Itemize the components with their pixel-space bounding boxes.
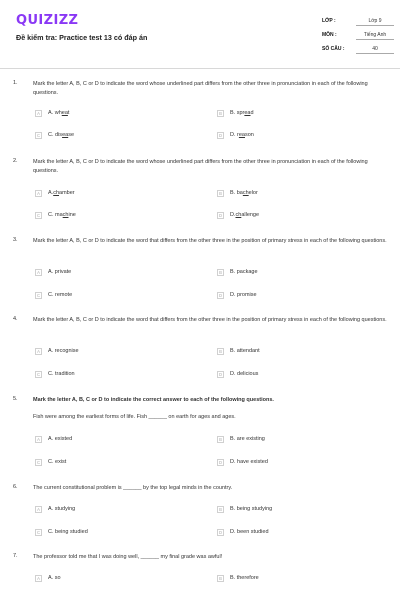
option-letter-box: D xyxy=(218,529,223,535)
document-meta xyxy=(322,14,394,56)
option-text: B. spr xyxy=(230,110,245,116)
option-text-end: ine xyxy=(68,212,76,218)
option-letter-box: A xyxy=(35,269,42,276)
option-text-end: son xyxy=(245,132,254,138)
option-text: A. xyxy=(48,190,54,196)
option-letter-box: D xyxy=(218,212,223,218)
question-number: 4. xyxy=(13,316,18,322)
option-letter-box: A xyxy=(35,110,42,117)
option-text: C. being studied xyxy=(48,529,88,535)
option-c[interactable] xyxy=(35,290,72,300)
option-text: A. private xyxy=(48,269,72,275)
question-text: Mark the letter A, B, C or D to indicate the word that differs from the other three in the position of primary stress in each of the following questions. xyxy=(33,317,387,323)
option-underlined: ch xyxy=(62,212,69,218)
question-number: 7. xyxy=(13,553,18,559)
option-letter-box: B xyxy=(217,348,224,355)
option-d[interactable] xyxy=(217,130,254,140)
option-underlined: ea xyxy=(244,110,251,116)
option-text: A. recognise xyxy=(48,348,79,354)
option-letter-box: B xyxy=(217,506,224,513)
option-text: D. xyxy=(230,212,236,218)
option-text: C. ma xyxy=(48,212,63,218)
option-text: C. exist xyxy=(48,459,67,465)
option-letter-box: D xyxy=(218,459,223,465)
option-letter-box: D xyxy=(218,371,223,377)
option-underlined: ch xyxy=(242,190,249,196)
option-underlined: ea xyxy=(61,110,68,116)
option-text: A. existed xyxy=(48,436,73,442)
question-text: The professor told me that I was doing well, ______ my final grade was awful! xyxy=(33,554,223,560)
question-text: Mark the letter A, B, C or D to indicate the word whose underlined part differs from the other three in pronunciation in each of the following questions. xyxy=(33,159,368,174)
option-letter-box: D xyxy=(218,292,223,298)
option-text: C. tradition xyxy=(48,371,75,377)
quizizz-logo: QUIZIZZ xyxy=(16,13,79,28)
option-b[interactable] xyxy=(217,108,254,118)
option-c[interactable] xyxy=(35,369,75,379)
option-letter-box: A xyxy=(35,190,42,197)
meta-row-subject xyxy=(322,28,394,42)
option-letter-box: D xyxy=(218,132,223,138)
option-text-end: d xyxy=(250,110,254,116)
meta-label: LỚP : xyxy=(322,18,336,24)
option-letter-box: A xyxy=(35,506,42,513)
option-b[interactable] xyxy=(217,573,259,583)
option-d[interactable] xyxy=(217,527,269,537)
option-letter-box: C xyxy=(36,459,41,465)
question-number: 1. xyxy=(13,80,18,86)
option-letter-box: A xyxy=(35,575,42,582)
option-b[interactable] xyxy=(217,346,260,356)
option-a[interactable] xyxy=(35,188,75,198)
option-letter-box: A xyxy=(35,348,42,355)
question-number: 6. xyxy=(13,484,18,490)
option-text: B. ba xyxy=(230,190,243,196)
option-text: B. being studying xyxy=(230,506,273,512)
option-letter-box: B xyxy=(217,575,224,582)
option-text: A. studying xyxy=(48,506,76,512)
option-text: D. been studied xyxy=(230,529,269,535)
instruction-bold: Mark the letter A, B, C or D to indicate the correct answer to each of the following questions. xyxy=(33,397,274,403)
option-underlined: ch xyxy=(53,190,60,196)
option-underlined: ea xyxy=(238,132,245,138)
option-text: A. so xyxy=(48,575,61,581)
option-b[interactable] xyxy=(217,504,272,514)
page-header xyxy=(0,0,400,68)
option-b[interactable] xyxy=(217,267,258,277)
meta-row-count xyxy=(322,42,394,56)
option-text: D. r xyxy=(230,132,239,138)
option-text: A. wh xyxy=(48,110,62,116)
option-text: B. are existing xyxy=(230,436,265,442)
question-number: 2. xyxy=(13,158,18,164)
option-a[interactable] xyxy=(35,346,79,356)
option-letter-box: B xyxy=(217,269,224,276)
option-text: C. remote xyxy=(48,292,73,298)
option-text-end: se xyxy=(68,132,74,138)
option-letter-box: A xyxy=(35,436,42,443)
option-text: D. have existed xyxy=(230,459,268,465)
option-underlined: ea xyxy=(62,132,69,138)
option-text: B. package xyxy=(230,269,258,275)
option-d[interactable] xyxy=(217,369,258,379)
option-a[interactable] xyxy=(35,504,75,514)
option-letter-box: C xyxy=(36,371,41,377)
option-text-end: t xyxy=(67,110,70,116)
option-d[interactable] xyxy=(217,457,268,467)
option-text-end: amber xyxy=(59,190,75,196)
option-a[interactable] xyxy=(35,108,69,118)
option-a[interactable] xyxy=(35,267,71,277)
option-letter-box: C xyxy=(36,132,41,138)
option-b[interactable] xyxy=(217,434,265,444)
option-c[interactable] xyxy=(35,457,66,467)
option-underlined: ch xyxy=(235,212,242,218)
option-a[interactable] xyxy=(35,434,72,444)
meta-row-grade xyxy=(322,14,394,28)
option-letter-box: C xyxy=(36,292,41,298)
option-c[interactable] xyxy=(35,130,74,140)
option-text: D. delicious xyxy=(230,371,259,377)
option-letter-box: B xyxy=(217,190,224,197)
section-instruction xyxy=(33,396,388,405)
meta-value: 40 xyxy=(356,45,394,54)
option-text: D. promise xyxy=(230,292,257,298)
option-c[interactable] xyxy=(35,527,88,537)
option-text-end: allenge xyxy=(241,212,260,218)
option-a[interactable] xyxy=(35,573,61,583)
option-letter-box: B xyxy=(217,110,224,117)
meta-value: Lớp 9 xyxy=(356,17,394,26)
option-b[interactable] xyxy=(217,188,258,198)
question-number: 5. xyxy=(13,396,18,402)
question-text: Fish were among the earliest forms of life. Fish ______ on earth for ages and ages. xyxy=(33,414,236,420)
option-d[interactable] xyxy=(217,210,259,220)
option-text-end: elor xyxy=(248,190,258,196)
option-letter-box: C xyxy=(36,529,41,535)
option-text: B. therefore xyxy=(230,575,259,581)
question-text: Mark the letter A, B, C or D to indicate the word that differs from the other three in the position of primary stress in each of the following questions. xyxy=(33,238,387,244)
header-divider xyxy=(0,68,400,69)
option-text: B. attendant xyxy=(230,348,260,354)
meta-label: SỐ CÂU : xyxy=(322,46,345,52)
option-text: C. dis xyxy=(48,132,63,138)
question-number: 3. xyxy=(13,237,18,243)
meta-label: MÔN : xyxy=(322,32,337,38)
question-text: The current constitutional problem is ______ by the top legal minds in the country. xyxy=(33,485,233,491)
question-text: Mark the letter A, B, C or D to indicate the word whose underlined part differs from the other three in pronunciation in each of the following questions. xyxy=(33,81,368,96)
option-d[interactable] xyxy=(217,290,257,300)
option-letter-box: C xyxy=(36,212,41,218)
document-title: Đề kiểm tra: Practice test 13 có đáp án xyxy=(16,33,148,42)
option-letter-box: B xyxy=(217,436,224,443)
meta-value: Tiếng Anh xyxy=(356,31,394,40)
option-c[interactable] xyxy=(35,210,76,220)
